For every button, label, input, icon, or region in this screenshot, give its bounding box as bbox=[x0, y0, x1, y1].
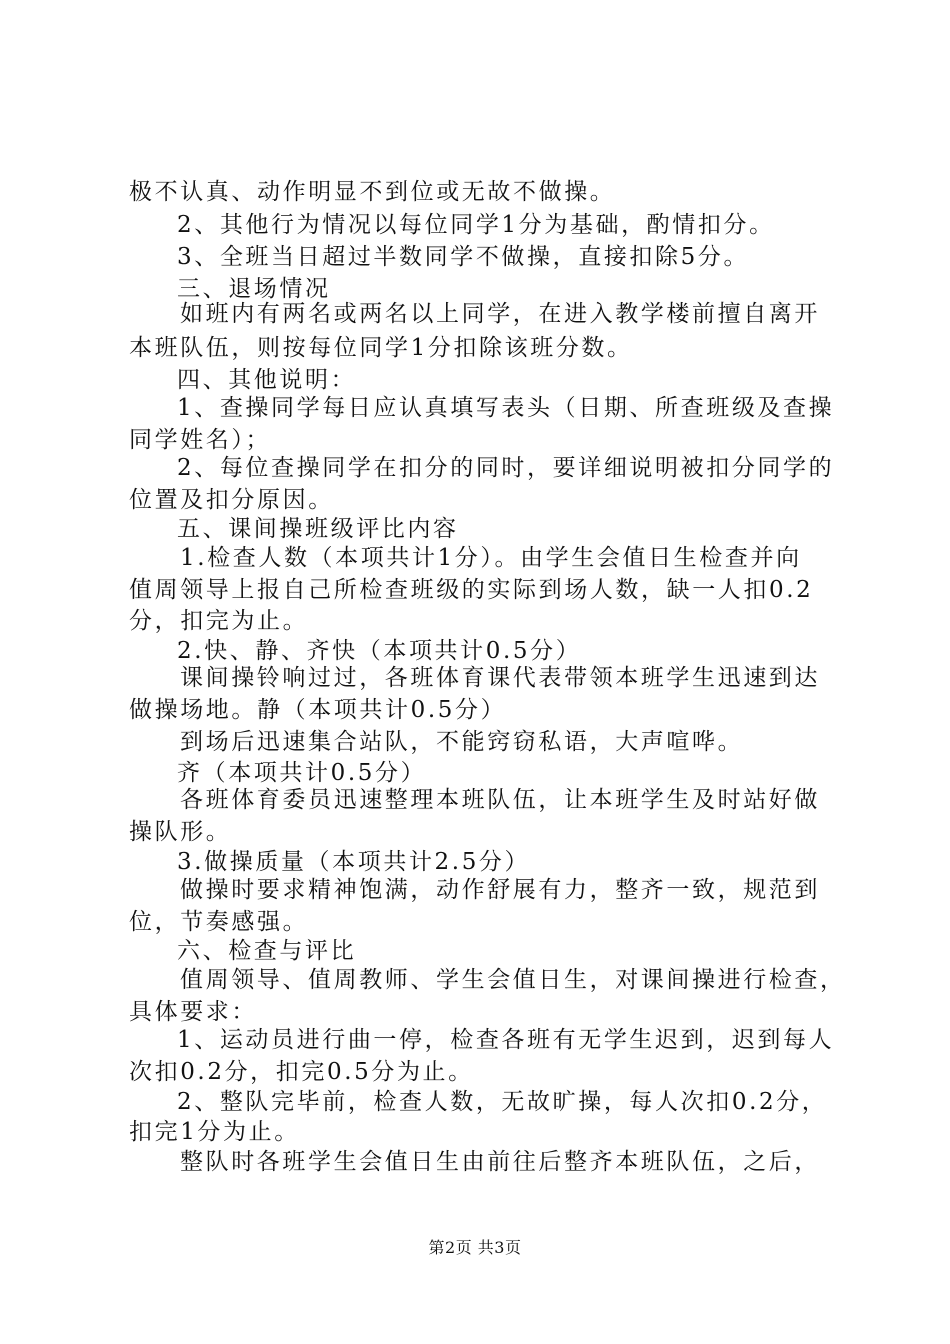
text-line-6: 本班队伍，则按每位同学1分扣除该班分数。 bbox=[129, 335, 633, 361]
text-line-22: 操队形。 bbox=[129, 819, 232, 845]
text-line-18: 做操场地。静（本项共计0.5分） bbox=[129, 697, 507, 723]
page-footer: 第2页 共3页 bbox=[428, 1238, 522, 1257]
text-line-2: 2、其他行为情况以每位同学1分为基础，酌情扣分。 bbox=[177, 212, 775, 238]
text-line-19: 到场后迅速集合站队，不能窍窃私语，大声喧哗。 bbox=[180, 729, 744, 755]
text-line-20: 齐（本项共计0.5分） bbox=[177, 760, 427, 786]
text-line-24: 做操时要求精神饱满，动作舒展有力，整齐一致，规范到 bbox=[180, 877, 820, 903]
text-line-25: 位，节奏感强。 bbox=[129, 909, 309, 935]
section-heading-4: 四、其他说明： bbox=[177, 367, 357, 393]
text-line-30: 次扣0.2分，扣完0.5分为止。 bbox=[129, 1059, 474, 1085]
section-heading-5: 五、课间操班级评比内容 bbox=[177, 516, 459, 542]
text-line-23: 3.做操质量（本项共计2.5分） bbox=[177, 849, 531, 875]
text-line-13: 1.检查人数（本项共计1分）。由学生会值日生检查并向 bbox=[180, 545, 802, 571]
text-line-33: 整队时各班学生会值日生由前往后整齐本班队伍，之后， bbox=[180, 1149, 820, 1175]
text-line-21: 各班体育委员迅速整理本班队伍，让本班学生及时站好做 bbox=[180, 787, 820, 813]
text-line-9: 同学姓名）； bbox=[129, 427, 272, 453]
text-line-16: 2.快、静、齐快（本项共计0.5分） bbox=[177, 638, 582, 664]
text-line-8: 1、查操同学每日应认真填写表头（日期、所查班级及查操 bbox=[177, 395, 835, 421]
text-line-28: 具体要求： bbox=[129, 999, 257, 1025]
text-line-29: 1、运动员进行曲一停，检查各班有无学生迟到，迟到每人 bbox=[177, 1027, 835, 1053]
text-line-15: 分，扣完为止。 bbox=[129, 608, 309, 634]
text-line-10: 2、每位查操同学在扣分的同时，要详细说明被扣分同学的 bbox=[177, 455, 835, 481]
text-line-14: 值周领导上报自己所检查班级的实际到场人数，缺一人扣0.2 bbox=[129, 577, 814, 603]
text-line-27: 值周领导、值周教师、学生会值日生，对课间操进行检查， bbox=[180, 967, 846, 993]
section-heading-6: 六、检查与评比 bbox=[177, 938, 357, 964]
text-line-31: 2、整队完毕前，检查人数，无故旷操，每人次扣0.2分， bbox=[177, 1089, 828, 1115]
text-line-5: 如班内有两名或两名以上同学，在进入教学楼前擅自离开 bbox=[180, 301, 820, 327]
text-line-1: 极不认真、动作明显不到位或无故不做操。 bbox=[129, 179, 616, 205]
section-heading-3: 三、退场情况 bbox=[177, 276, 331, 302]
text-line-3: 3、全班当日超过半数同学不做操，直接扣除5分。 bbox=[177, 244, 750, 270]
text-line-11: 位置及扣分原因。 bbox=[129, 487, 334, 513]
text-line-32: 扣完1分为止。 bbox=[129, 1119, 300, 1145]
text-line-17: 课间操铃响过过，各班体育课代表带领本班学生迅速到达 bbox=[180, 665, 820, 691]
